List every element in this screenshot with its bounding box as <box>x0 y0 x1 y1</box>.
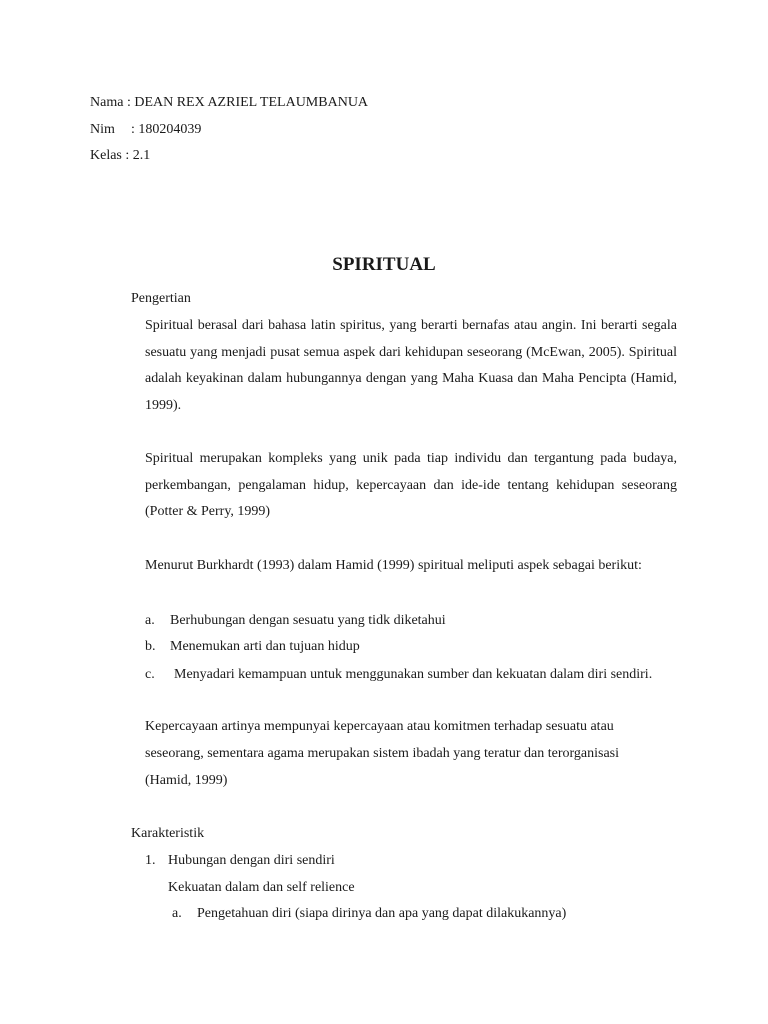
list-marker: a. <box>145 613 155 628</box>
nama-label: Nama <box>90 95 124 110</box>
nim-value: : 180204039 <box>131 122 202 137</box>
paragraph-2: Spiritual merupakan kompleks yang unik pada tiap individu dan tergantung pada budaya, perkembangan, pengalaman hidup, kepercayaan dan ide-ide tentang kehidupan seseorang (Potter & Perry, 1999) <box>145 451 677 520</box>
list-item-text: Berhubungan dengan sesuatu yang tidk diketahui <box>170 613 446 628</box>
numbered-item-text: Hubungan dengan diri sendiri <box>168 853 335 868</box>
section-heading-karakteristik: Karakteristik <box>131 826 205 841</box>
sub-list-marker: a. <box>172 906 182 921</box>
kelas-value: : 2.1 <box>125 148 151 163</box>
numbered-item-marker: 1. <box>145 853 156 868</box>
nim-label: Nim <box>90 122 115 137</box>
list-item-text: Menyadari kemampuan untuk menggunakan sumber dan kekuatan dalam diri sendiri. <box>174 667 653 682</box>
list-marker: c. <box>145 667 155 682</box>
section-heading-pengertian: Pengertian <box>131 291 191 306</box>
header-nama-row <box>90 94 368 112</box>
header-nim-row <box>90 121 201 139</box>
kelas-label: Kelas <box>90 148 122 163</box>
paragraph-4-line-3: (Hamid, 1999) <box>145 773 228 788</box>
sub-list-text: Pengetahuan diri (siapa dirinya dan apa yang dapat dilakukannya) <box>197 906 567 921</box>
paragraph-1: Spiritual berasal dari bahasa latin spiritus, yang berarti bernafas atau angin. Ini berarti segala sesuatu yang menjadi pusat semua aspek dari kehidupan seseorang (McEwan, 2005). Spiritual adalah keyakinan dalam hubungannya dengan yang Maha Kuasa dan Maha Pencipta (Hamid, 1999). <box>145 318 677 414</box>
nama-value: : DEAN REX AZRIEL TELAUMBANUA <box>126 95 369 110</box>
list-item-text: Menemukan arti dan tujuan hidup <box>170 639 360 654</box>
paragraph-4-line-2: seseorang, sementara agama merupakan sistem ibadah yang teratur dan terorganisasi <box>145 746 620 761</box>
sub-heading: Kekuatan dalam dan self relience <box>168 880 355 895</box>
paragraph-4-line-1: Kepercayaan artinya mempunyai kepercayaan atau komitmen terhadap sesuatu atau <box>145 719 614 734</box>
header-kelas-row <box>90 147 150 165</box>
paragraph-3: Menurut Burkhardt (1993) dalam Hamid (1999) spiritual meliputi aspek sebagai berikut: <box>145 558 642 573</box>
list-marker: b. <box>145 639 156 654</box>
page-title: SPIRITUAL <box>332 254 436 275</box>
